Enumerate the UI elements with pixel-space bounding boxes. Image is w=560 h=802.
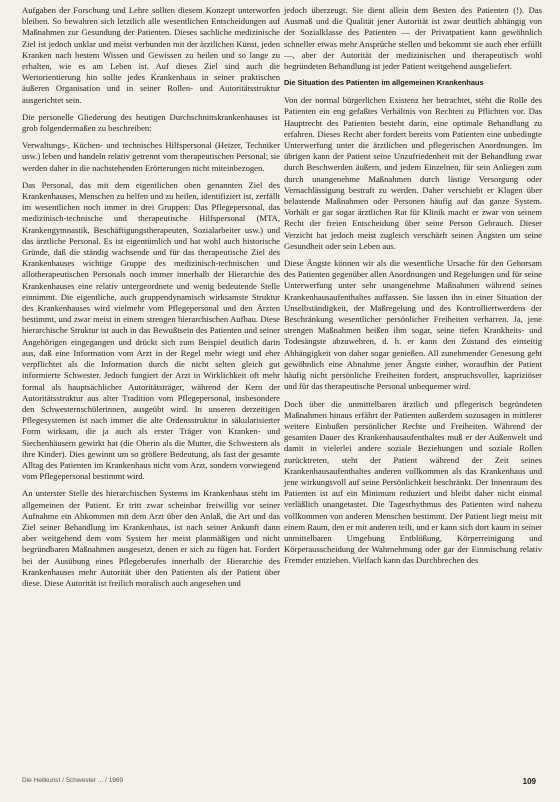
- left-column: [22, 5, 280, 595]
- paragraph: Die personelle Gliederung des heutigen Durchschnittskrankenhauses ist grob folgendermaßen zu beschreiben:: [22, 111, 280, 134]
- paragraph: An unterster Stelle des hierarchischen Systems im Krankenhaus steht im allgemeinen der Patient. Er tritt zwar scheinbar freiwillig vor seiner Aufnahme ein Abkommen mit dem Arzt über den Anlaß, die Art und das Ziel seiner Behandlung im Krankenhaus, ist nach seiner Ankunft dann aber weitgehend dem vom System her meist planmäßigen und nicht begründbaren Maßnahmen ausgesetzt, denen er sich zu fügen hat. Fordert bei der Ausübung eines Pflegeberufes innerhalb der Hierarchie des Krankenhauses mehr Autorität über den Patienten als der Patient über diese. Diese Autorität ist freilich moralisch auch angesehen und: [22, 488, 280, 588]
- paragraph: jedoch überzeugt. Sie dient allein dem Besten des Patienten (!). Das Ausmaß und die Qualität jener Autorität ist zwar deutlich abhängig von der Sozialklasse des Patienten — der Privatpatient kann gewöhnlich schneller etwas mehr Ansprüche stellen und bekommt sie auch eher erfüllt —, aber der Autorität der medizinischen und therapeutisch wohl begründeten Behandlung ist jeder Patient weitgehend ausgeliefert.: [284, 5, 542, 72]
- footer-source: Die Heilkunst / Schwester ... / 1969: [22, 777, 124, 784]
- paragraph: Von der normal bürgerlichen Existenz her betrachtet, steht die Rolle des Patienten ein eng gefaßtes Verhältnis von Rechten zu Pflichten vor. Das Hauptrecht des Patienten besteht darin, eine optimale Behandlung zu erfahren. Dieses Recht aber fordert bereits vom Patienten eine unbedingte Unterwerfung unter die ärztlichen und pflegerischen Anordnungen. Im übrigen kann der Patient seine Unzufriedenheit mit der Behandlung zwar durch Beschwerden äußern, und jedem Einzelnen, für sein Anliegen zum durch unangenehme Maßnahmen durch lästige Versorgung oder Vernachlässigung bestraft zu werden. Daher verschiebt er Klagen über belastende Maßnahmen oder Personen häufig auf das ganze System. Vorhält er gar sogar ärztlichen Rat für Klinik macht er zwar von seinem Recht der freien Entscheidung über seine Person Gebrauch. Dieser Verzicht hat jedoch meist zugleich verschärft seinen Ängsten um seine Gesundheit oder sein Leben aus.: [284, 95, 542, 251]
- paragraph: Aufgaben der Forschung und Lehre sollten diesem Konzept unterworfen bleiben. So bewahren sich letztlich alle wesentlichen Entscheidungen auf Maßnahmen zur Gesundung der Patienten. Dieses sachliche medizinische Ziel ist jedoch unklar und meist verbunden mit der ärztlichen Kunst, jeden Kranken nach bestem Wissen und Gewissen zu heilen und so lange zu erhalten, wie es am Leben ist. Auf dieses Ziel sind auch die Wertorientierung hin sollte jedes Krankenhaus in seiner praktischen äußeren Organisation und in seiner Rollen- und Autoritätsstruktur ausgerichtet sein.: [22, 5, 280, 105]
- paragraph: Verwaltungs-, Küchen- und technisches Hilfspersonal (Heizer, Techniker usw.) leben und handeln relativ getrennt vom therapeutischen Personal; sie werden daher in die nachstehenden Erörterungen nicht miteinbezogen.: [22, 140, 280, 173]
- paragraph: Diese Ängste können wir als die wesentliche Ursache für den Gehorsam des Patienten gegenüber allen Anordnungen und Regelungen und für seine Unterwerfung unter sehr unangenehme Maßnahmen während seines Krankenhausaufenthaltes auffassen. Sie lassen ihn in einer Situation der Unselbständigkeit, der Maßregelung und des Kontrolliertwerdens der Beschränkung wesentlicher persönlicher Freiheiten verharren. Ja, jene strengen Maßnahmen heißen ihm sogar, seine tiefen Krankheits- und Todesängste abzuwehren, d. h. er kann den Zustand des einseitig Abhängigkeit von daher sogar genießen. All zunehmender Genesung geht gewöhnlich eine Abnahme jener Ängste einher, woraufhin der Patient häufig nicht persönliche Freiheiten fordert, anspruchsvoller, kapriziöser und für das therapeutische Personal unbequemer wird.: [284, 258, 542, 392]
- right-column: [284, 5, 542, 573]
- paragraph: Doch über die unmittelbaren ärztlich und pflegerisch begründeten Maßnahmen hinaus erfährt der Patienten außerdem sozusagen in mittlerer weitere Einbußen persönlicher Rechte und Freiheiten. Während der gesamten Dauer des Krankenhausaufenthaltes muß er der Außenwelt und damit in vielerlei andere soziale Beziehungen und soziale Rollen zurücktreten, steht der Patient während der Zeit seines Krankenhausaufenthaltes anderen vollkommen als das Krankenhaus und jene wirkungsvoll auf seine Persönlichkeit beschränkt. Der Innenraum des Patienten ist auf ein Minimum reduziert und bleibt daher nicht einmal verläßlich unangetastet. Die Tagesrhythmus des Patienten wird nahezu vollkommen von anderen Menschen bestimmt. Der Patient liegt meist mit einem Raum, den er mit anderen teilt, und er kann sich dort kaum in seiner unmittelbaren Umgebung Entblößung, Körperreinigung und Körperausscheidung der Wahrnehmung oder gar der Einmischung relativ Fremder entziehen. Vielfach kann das Durchbrechen des: [284, 398, 542, 566]
- section-heading: Die Situation des Patienten im allgemeinen Krankenhaus: [284, 78, 484, 88]
- paragraph: Das Personal, das mit dem eigentlichen oben genannten Ziel des Krankenhauses, Menschen zu helfen und zu heilen, identifiziert ist, zerfällt im wesentlichen noch immer in drei Gruppen: Das Pflegepersonal, das medizinisch-technische und therapeutische Hilfspersonal (MTA, Krankengymnastik, Beschäftigungstherapeuten, Sozialarbeiter usw.) und das ärztliche Personal. Es ist eigentümlich und hat wohl auch historische Gründe, daß die ständig wachsende und für das therapeutische Ziel des Krankenhauses wichtige Gruppe des medizinisch-technischen und allotherapeutischen Personals noch immer innerhalb der Hierarchie des Krankenhauses eine relativ untergeordnete und wenig bedeutende Stelle einnimmt. Die eigentliche, auch gruppendynamisch wirksamste Struktur des Krankenhauses wird vielmehr vom Pflegepersonal und den Ärzten bestimmt, und zwar meist in einem strengen hierarchischen Aufbau. Diese hierarchische Struktur ist auch in das Bewußtsein des Patienten und seiner Angehörigen eingegangen und drückt sich zum Beispiel deutlich darin aus, daß eine Information vom Arzt in der Regel mehr wiegt und eher verpflichtet als die Information durch die nicht selten gleich gut informierte Schwester. Jedoch fungiert der Arzt in Wirklichkeit oft mehr formal als hauptsächlicher Autoritätsträger, während der Kern der Autoritätsstruktur aus alter Tradition vom Pflegepersonal, insbesondere den Schwesternschülerinnen, ausgeübt wird. In unseren derzeitigen Pflegesystemen ist nach immer die alte Ordensstruktur in säkularisierter Form wirksam, die ja auch als erster Träger von Kranken- und Siechenhäusern gewirkt hat (die Oberin als die Mutter, die Schwestern als ihre Kinder). Dies gewinnt um so größere Bedeutung, als fast der gesamte Alltag des Patienten im Krankenhaus nicht vom Arzt, sondern vorwiegend vom Pflegepersonal bestimmt wird.: [22, 179, 280, 482]
- page-number: 109: [522, 777, 536, 786]
